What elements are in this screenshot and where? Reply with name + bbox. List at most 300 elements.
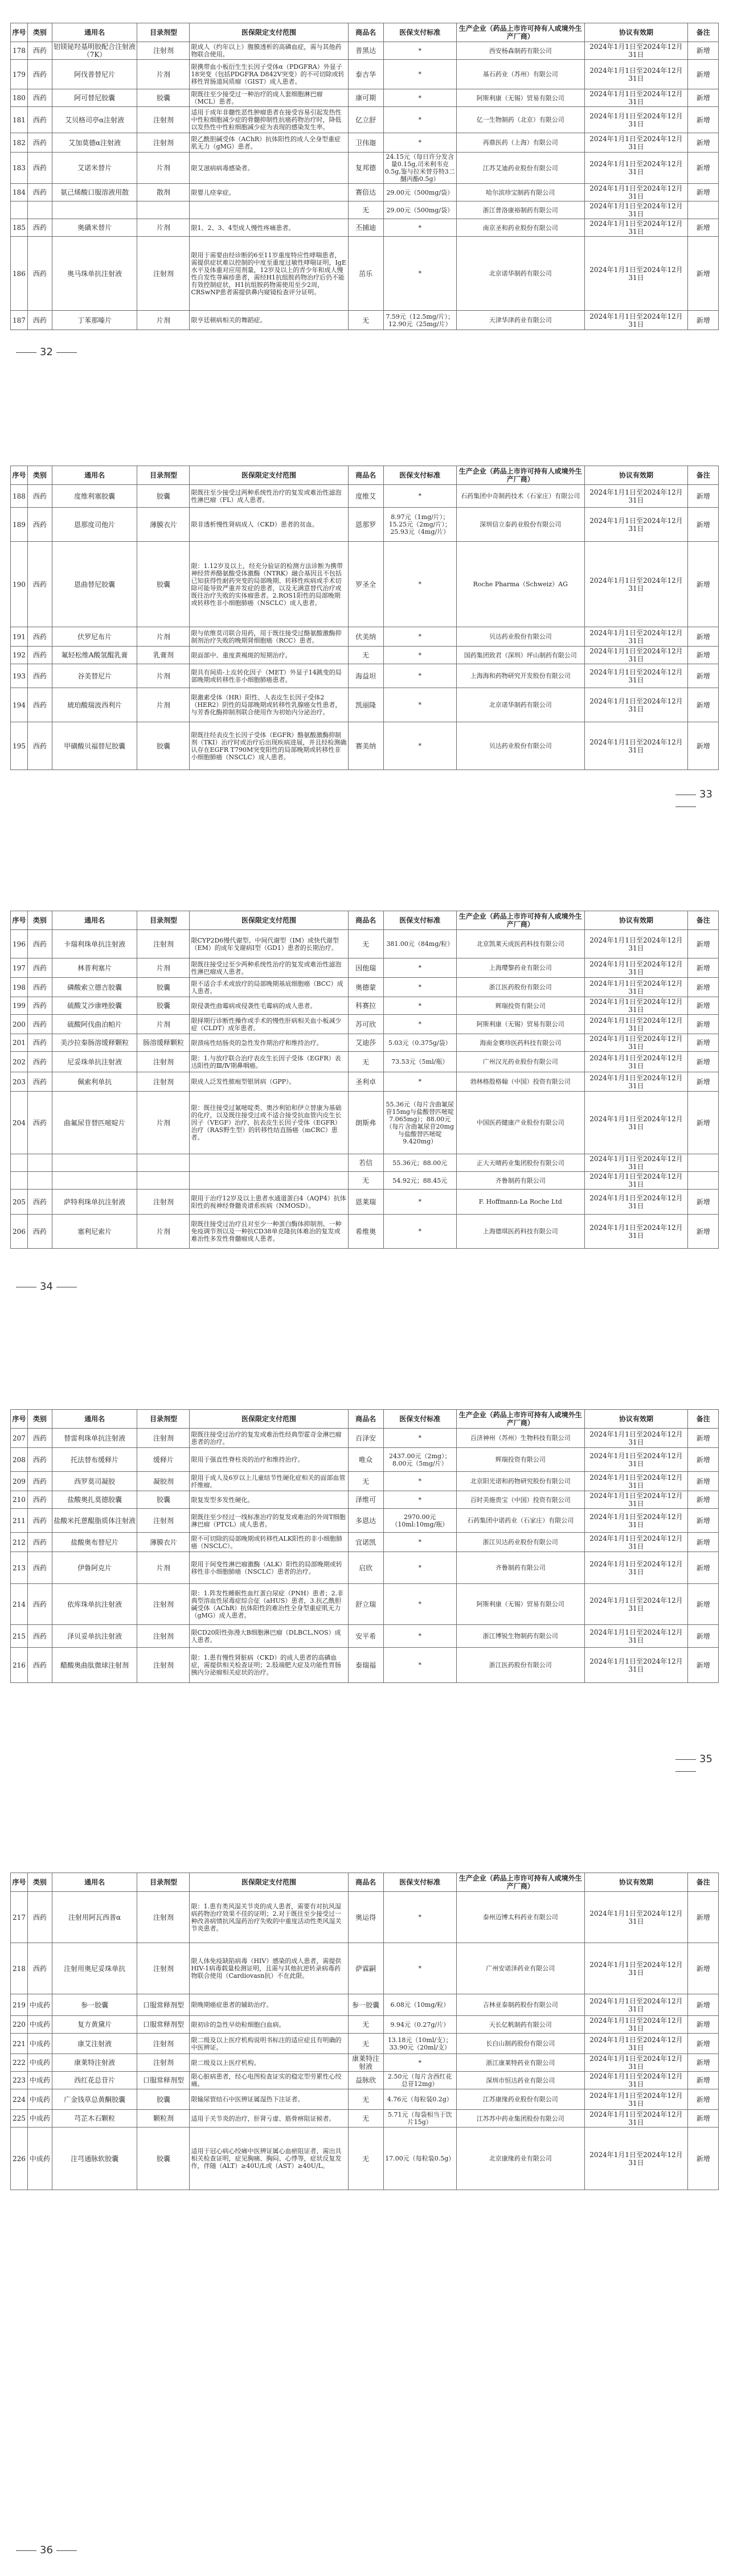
column-header-category: 类别: [27, 911, 52, 930]
manufacturer-cell: 石药集团中奇制药技术（石家庄）有限公司: [456, 485, 584, 508]
brand-name-cell: 萨霖嗣: [348, 1943, 383, 1994]
category-cell: [27, 1154, 52, 1172]
coverage-scope-cell: 限二级及以上医疗机构。: [190, 2054, 348, 2072]
remark-cell: 新增: [688, 1648, 719, 1683]
table-row: [11, 60, 719, 89]
coverage-scope-cell: 限既往接受过治疗的复发或难治性经典型霍奇金淋巴瘤患者的治疗。: [190, 1429, 348, 1448]
generic-name-cell: 佩索利单抗: [52, 1072, 137, 1092]
column-header-remark: 备注: [688, 466, 719, 485]
coverage-scope-cell: 限既往接受过至少两种系统性治疗的复发或难治性滤泡性淋巴瘤成人患者。: [190, 958, 348, 978]
dosage-form-cell: 注射剂: [137, 1190, 190, 1215]
brand-name-cell: 泰吉华: [348, 60, 383, 89]
agreement-term-cell: 2024年1月1日至2024年12月31日: [584, 60, 688, 89]
coverage-scope-cell: 限溃疡性结肠炎的急性发作期治疗和维持治疗。: [190, 1034, 348, 1052]
manufacturer-cell: 再鼎医药（上海）有限公司: [456, 133, 584, 153]
dosage-form-cell: 注射剂: [137, 107, 190, 133]
column-header-generic-name: 通用名: [52, 1410, 137, 1429]
payment-standard-cell: *: [383, 237, 456, 311]
table-row: [11, 1429, 719, 1448]
generic-name-cell: 阿可替尼胶囊: [52, 89, 137, 107]
payment-standard-cell: *: [383, 1429, 456, 1448]
coverage-scope-cell: 限用于成人及6岁以上儿童结节性硬化症相关的面部血管纤维瘤。: [190, 1472, 348, 1491]
category-cell: 西药: [27, 1429, 52, 1448]
dosage-form-cell: 胶囊: [137, 485, 190, 508]
remark-cell: 新增: [688, 1491, 719, 1509]
coverage-scope-cell: [190, 1154, 348, 1172]
category-cell: 中成药: [27, 2016, 52, 2034]
agreement-term-cell: 2024年1月1日至2024年12月31日: [584, 2110, 688, 2128]
row-number-cell: 184: [11, 184, 28, 201]
coverage-scope-cell: 限：1.12岁及以上，经充分验证的检测方法诊断为携带神经营养酪氨酸受体激酶（NTRK）融合基因且不包括已知获得性耐药突变的局部晚期、转移性疾病或手术切除可能导致严重并发症的患者，以及无满意替代治疗或既往治疗失败的实体瘤患者。2.ROS1阳性的局部晚期或转移性非小细胞肺癌（NSCLC）成人患者。: [190, 542, 348, 627]
brand-name-cell: 罗圣全: [348, 542, 383, 627]
payment-standard-cell: 13.18元（10ml/支）；33.90元（20ml/支）: [383, 2034, 456, 2054]
generic-name-cell: 曲氟尿苷替匹嘧啶片: [52, 1092, 137, 1154]
payment-standard-cell: *: [383, 1533, 456, 1552]
brand-name-cell: 复邦德: [348, 153, 383, 184]
page-number: [672, 1753, 729, 1777]
remark-cell: 新增: [688, 1533, 719, 1552]
dosage-form-cell: 注射剂: [137, 1509, 190, 1533]
row-number-cell: 189: [11, 508, 28, 542]
manufacturer-cell: 吉林亚泰制药股份有限公司: [456, 1994, 584, 2016]
table-row: [11, 1472, 719, 1491]
drug-table-page-36: [10, 1873, 719, 2190]
category-cell: 中成药: [27, 2128, 52, 2190]
agreement-term-cell: 2024年1月1日至2024年12月31日: [584, 978, 688, 997]
row-number-cell: 196: [11, 930, 28, 958]
brand-name-cell: 恩莱瑞: [348, 1190, 383, 1215]
dosage-form-cell: 胶囊: [137, 89, 190, 107]
generic-name-cell: 康莱特注射液: [52, 2054, 137, 2072]
category-cell: 西药: [27, 1552, 52, 1584]
row-number-cell: 216: [11, 1648, 28, 1683]
category-cell: 西药: [27, 664, 52, 688]
table-row: [11, 2089, 719, 2110]
manufacturer-cell: 上海璎黎药业有限公司: [456, 958, 584, 978]
category-cell: 西药: [27, 485, 52, 508]
brand-name-cell: 亿立舒: [348, 107, 383, 133]
category-cell: 西药: [27, 1448, 52, 1472]
coverage-scope-cell: 限婴儿痉挛症。: [190, 184, 348, 201]
manufacturer-cell: 辉瑞投资有限公司: [456, 997, 584, 1015]
remark-cell: 新增: [688, 42, 719, 60]
brand-name-cell: 无: [348, 311, 383, 330]
payment-standard-cell: *: [383, 647, 456, 664]
manufacturer-cell: 哈尔滨珍宝制药有限公司: [456, 184, 584, 201]
generic-name-cell: 西罗莫司凝胶: [52, 1472, 137, 1491]
brand-name-cell: 普黑达: [348, 42, 383, 60]
remark-cell: 新增: [688, 60, 719, 89]
generic-name-cell: 尼妥珠单抗注射液: [52, 1052, 137, 1072]
column-header-payment-standard: 医保支付标准: [383, 466, 456, 485]
payment-standard-cell: *: [383, 133, 456, 153]
brand-name-cell: 因他瑞: [348, 958, 383, 978]
manufacturer-cell: 江苏康缘药业股份有限公司: [456, 2089, 584, 2110]
brand-name-cell: 无: [348, 930, 383, 958]
remark-cell: 新增: [688, 1072, 719, 1092]
dosage-form-cell: 片剂: [137, 1552, 190, 1584]
manufacturer-cell: 长白山制药股份有限公司: [456, 2034, 584, 2054]
remark-cell: 新增: [688, 153, 719, 184]
category-cell: 西药: [27, 153, 52, 184]
table-row: [11, 997, 719, 1015]
dosage-form-cell: 片剂: [137, 627, 190, 647]
row-number-cell: 178: [11, 42, 28, 60]
payment-standard-cell: *: [383, 1472, 456, 1491]
generic-name-cell: 氟轻松维A酸氢醌乳膏: [52, 647, 137, 664]
agreement-term-cell: 2024年1月1日至2024年12月31日: [584, 1472, 688, 1491]
table-row: [11, 958, 719, 978]
coverage-scope-cell: 限CYP2D6慢代谢型、中间代谢型（IM）或快代谢型（EM）的成年戈谢病Ⅰ型（GD1）患者的长期治疗。: [190, 930, 348, 958]
generic-name-cell: 奥磺米替片: [52, 219, 137, 237]
brand-name-cell: 度维艾: [348, 485, 383, 508]
payment-standard-cell: *: [383, 1215, 456, 1249]
generic-name-cell: 艾贝格司亭α注射液: [52, 107, 137, 133]
generic-name-cell: 阿伐普替尼片: [52, 60, 137, 89]
dosage-form-cell: [137, 1172, 190, 1190]
generic-name-cell: 甲磺酸贝福替尼胶囊: [52, 722, 137, 770]
remark-cell: [688, 1154, 719, 1172]
remark-cell: 新增: [688, 1092, 719, 1154]
table-row: [11, 1072, 719, 1092]
column-header-row-number: 序号: [11, 911, 28, 930]
table-row: [11, 664, 719, 688]
dosage-form-cell: 注射剂: [137, 1052, 190, 1072]
generic-name-cell: 依库珠单抗注射液: [52, 1584, 137, 1625]
dosage-form-cell: 胶囊: [137, 997, 190, 1015]
remark-cell: 新增: [688, 508, 719, 542]
category-cell: 西药: [27, 1648, 52, 1683]
table-row: [11, 1190, 719, 1215]
table-row: [11, 1491, 719, 1509]
remark-cell: 新增: [688, 184, 719, 201]
drug-table-page-33: [10, 466, 719, 770]
brand-name-cell: 康可期: [348, 89, 383, 107]
column-header-generic-name: 通用名: [52, 911, 137, 930]
manufacturer-cell: 天长亿帆制药有限公司: [456, 2016, 584, 2034]
coverage-scope-cell: 限复发型多发性硬化。: [190, 1491, 348, 1509]
remark-cell: 新增: [688, 1448, 719, 1472]
category-cell: 中成药: [27, 2110, 52, 2128]
row-number-cell: 192: [11, 647, 28, 664]
table-row: [11, 930, 719, 958]
generic-name-cell: 铝镁铋羟基明胶配合注射液（7K）: [52, 42, 137, 60]
page-number-dash: [675, 806, 696, 807]
column-header-manufacturer: 生产企业（药品上市许可持有人或境外生产厂商）: [456, 23, 584, 42]
category-cell: 西药: [27, 688, 52, 722]
generic-name-cell: 盐酸米托蒽醌脂质体注射液: [52, 1509, 137, 1533]
page-number-text: 32: [40, 346, 53, 358]
agreement-term-cell: 2024年1月1日至2024年12月31日: [584, 1943, 688, 1994]
brand-name-cell: 康莱特注射液: [348, 2054, 383, 2072]
payment-standard-cell: 381.00元（84mg/粒）: [383, 930, 456, 958]
coverage-scope-cell: 限1、2、3、4型成人慢性疼痛患者。: [190, 219, 348, 237]
coverage-scope-cell: 限晚期癌症患者的辅助治疗。: [190, 1994, 348, 2016]
drug-table-page-32: [10, 23, 719, 330]
generic-name-cell: 注射用阿瓦西普α: [52, 1892, 137, 1943]
row-number-cell: 193: [11, 664, 28, 688]
table-row: [11, 1052, 719, 1072]
brand-name-cell: 茁乐: [348, 237, 383, 311]
dosage-form-cell: 注射剂: [137, 1892, 190, 1943]
remark-cell: 新增: [688, 311, 719, 330]
payment-standard-cell: *: [383, 542, 456, 627]
brand-name-cell: 启欣: [348, 1552, 383, 1584]
generic-name-cell: 奥马珠单抗注射液: [52, 237, 137, 311]
generic-name-cell: [52, 1172, 137, 1190]
payment-standard-cell: *: [383, 42, 456, 60]
payment-standard-cell: 9.94元（0.27g/片）: [383, 2016, 456, 2034]
manufacturer-cell: 北京诺华制药有限公司: [456, 688, 584, 722]
row-number-cell: 195: [11, 722, 28, 770]
remark-cell: 新增: [688, 219, 719, 237]
payment-standard-cell: 4.76元（每粒装0.2g）: [383, 2089, 456, 2110]
dosage-form-cell: 注射剂: [137, 133, 190, 153]
table-row: [11, 2128, 719, 2190]
payment-standard-cell: *: [383, 1552, 456, 1584]
column-header-coverage-scope: 医保限定支付范围: [190, 911, 348, 930]
row-number-cell: 185: [11, 219, 28, 237]
payment-standard-cell: 5.71元（每袋相当于饮片15g）: [383, 2110, 456, 2128]
remark-cell: 新增: [688, 2072, 719, 2089]
table-row: [11, 2054, 719, 2072]
table-row: [11, 485, 719, 508]
remark-cell: [688, 1172, 719, 1190]
remark-cell: 新增: [688, 1472, 719, 1491]
dosage-form-cell: 注射剂: [137, 237, 190, 311]
coverage-scope-cell: 限乙酰胆碱受体（AChR）抗体阳性的成人全身型重症肌无力（gMG）患者。: [190, 133, 348, 153]
table-row: [11, 133, 719, 153]
category-cell: 西药: [27, 930, 52, 958]
row-number-cell: 205: [11, 1190, 28, 1215]
payment-standard-cell: 29.00元（500mg/袋）: [383, 184, 456, 201]
row-number-cell: 198: [11, 978, 28, 997]
category-cell: 西药: [27, 978, 52, 997]
row-number-cell: 212: [11, 1533, 28, 1552]
coverage-scope-cell: 适用于成年非髓性恶性肿瘤患者在接受容易引起发热性中性粒细胞减少症的骨髓抑制性抗癌药物治疗时，降低以发热性中性粒细胞减少症为表现的感染发生率。: [190, 107, 348, 133]
table-row: [11, 184, 719, 201]
row-number-cell: 197: [11, 958, 28, 978]
category-cell: 西药: [27, 42, 52, 60]
coverage-scope-cell: 限人体免疫缺陷病毒（HIV）感染的成人患者，需提供HIV-1病毒载量检测证明，且需与其他抗逆转录病毒药物联合使用（Cardiovasn抗）不在此限。: [190, 1943, 348, 1994]
payment-standard-cell: 7.59元（12.5mg/片）；12.90元（25mg/片）: [383, 311, 456, 330]
generic-name-cell: 谷美替尼片: [52, 664, 137, 688]
category-cell: 西药: [27, 1943, 52, 1994]
table-row: [11, 1994, 719, 2016]
agreement-term-cell: 2024年1月1日至2024年12月31日: [584, 1092, 688, 1154]
page-number-dash: [16, 2550, 36, 2551]
agreement-term-cell: 2024年1月1日至2024年12月31日: [584, 201, 688, 219]
dosage-form-cell: 注射剂: [137, 1584, 190, 1625]
brand-name-cell: 苏可欣: [348, 1015, 383, 1034]
dosage-form-cell: 注射剂: [137, 1648, 190, 1683]
manufacturer-cell: 贝达药业股份有限公司: [456, 627, 584, 647]
row-number-cell: 217: [11, 1892, 28, 1943]
table-row: [11, 647, 719, 664]
generic-name-cell: 美沙拉秦肠溶缓释颗粒: [52, 1034, 137, 1052]
coverage-scope-cell: 限与依维莫司联合用药，用于既往接受过酪氨酸激酶抑制剂治疗失败的晚期肾细胞癌（RCC）患者。: [190, 627, 348, 647]
manufacturer-cell: 勃林格殷格翰（中国）投资有限公司: [456, 1072, 584, 1092]
column-header-coverage-scope: 医保限定支付范围: [190, 1873, 348, 1892]
coverage-scope-cell: 限既往至少经过一线标准治疗的复发或难治的外周T细胞淋巴瘤（PTCL）成人患者。: [190, 1509, 348, 1533]
coverage-scope-cell: 适用于关节炎的治疗，肝肾亏虚、筋骨痹阻证候者。: [190, 2110, 348, 2128]
remark-cell: 新增: [688, 997, 719, 1015]
manufacturer-cell: 深圳市恒达药业有限公司: [456, 2072, 584, 2089]
agreement-term-cell: 2024年1月1日至2024年12月31日: [584, 542, 688, 627]
page-number: [13, 1281, 80, 1293]
manufacturer-cell: 南京圣和药业股份有限公司: [456, 219, 584, 237]
generic-name-cell: 磷酸索立德吉胶囊: [52, 978, 137, 997]
manufacturer-cell: 浙江普洛康裕制药有限公司: [456, 201, 584, 219]
column-header-dosage-form: 目录剂型: [137, 911, 190, 930]
dosage-form-cell: 乳膏剂: [137, 647, 190, 664]
agreement-term-cell: 2024年1月1日至2024年12月31日: [584, 1584, 688, 1625]
payment-standard-cell: *: [383, 997, 456, 1015]
payment-standard-cell: *: [383, 1584, 456, 1625]
payment-standard-cell: 2.50元（每片含西红花总苷12mg）: [383, 2072, 456, 2089]
generic-name-cell: 康艾注射液: [52, 2034, 137, 2054]
agreement-term-cell: 2024年1月1日至2024年12月31日: [584, 42, 688, 60]
column-header-row-number: 序号: [11, 1410, 28, 1429]
brand-name-cell: 唯众: [348, 1448, 383, 1472]
row-number-cell: 220: [11, 2016, 28, 2034]
column-header-brand-name: 商品名: [348, 466, 383, 485]
category-cell: 西药: [27, 1052, 52, 1072]
agreement-term-cell: 2024年1月1日至2024年12月31日: [584, 997, 688, 1015]
category-cell: 西药: [27, 1584, 52, 1625]
row-number-cell: 213: [11, 1552, 28, 1584]
brand-name-cell: 安平希: [348, 1625, 383, 1648]
category-cell: 西药: [27, 1190, 52, 1215]
row-number-cell: 207: [11, 1429, 28, 1448]
column-header-dosage-form: 目录剂型: [137, 1873, 190, 1892]
column-header-remark: 备注: [688, 1873, 719, 1892]
remark-cell: 新增: [688, 1994, 719, 2016]
manufacturer-cell: 天津华津药业有限公司: [456, 311, 584, 330]
payment-standard-cell: *: [383, 2054, 456, 2072]
generic-name-cell: 度维利塞胶囊: [52, 485, 137, 508]
coverage-scope-cell: 限初诊的急性早幼粒细胞白血病。: [190, 2016, 348, 2034]
agreement-term-cell: 2024年1月1日至2024年12月31日: [584, 1190, 688, 1215]
generic-name-cell: 盐酸奥扎莫德胶囊: [52, 1491, 137, 1509]
remark-cell: 新增: [688, 958, 719, 978]
page-number-dash: [16, 352, 36, 353]
table-row: [11, 1552, 719, 1584]
category-cell: 西药: [27, 647, 52, 664]
table-row: [11, 1092, 719, 1154]
manufacturer-cell: 石药集团中诺药业（石家庄）有限公司: [456, 1509, 584, 1533]
agreement-term-cell: 2024年1月1日至2024年12月31日: [584, 237, 688, 311]
agreement-term-cell: 2024年1月1日至2024年12月31日: [584, 2054, 688, 2072]
remark-cell: 新增: [688, 107, 719, 133]
manufacturer-cell: 海南金赛珍医药科技有限公司: [456, 1034, 584, 1052]
dosage-form-cell: 片剂: [137, 219, 190, 237]
row-number-cell: 203: [11, 1072, 28, 1092]
payment-standard-cell: 73.53元（5ml/瓶）: [383, 1052, 456, 1072]
coverage-scope-cell: 限艾滋病病毒感染者。: [190, 153, 348, 184]
coverage-scope-cell: 限既往接受过治疗且对至少一种蛋白酶体抑制剂、一种免疫调节剂以及一种抗CD38单克隆抗体难治的复发或难治性多发性骨髓瘤成人患者。: [190, 1215, 348, 1249]
generic-name-cell: 林普利塞片: [52, 958, 137, 978]
coverage-scope-cell: 限：1.与放疗联合治疗表皮生长因子受体（EGFR）表达阳性的Ⅲ/Ⅳ期鼻咽癌。: [190, 1052, 348, 1072]
table-row: [11, 1584, 719, 1625]
table-row: [11, 627, 719, 647]
coverage-scope-cell: 限不适合手术或放疗的局部晚期基底细胞癌（BCC）成人患者。: [190, 978, 348, 997]
brand-name-cell: 海益坦: [348, 664, 383, 688]
table-header-row: [11, 1873, 719, 1892]
brand-name-cell: 无: [348, 2128, 383, 2190]
remark-cell: 新增: [688, 1015, 719, 1034]
row-number-cell: 201: [11, 1034, 28, 1052]
column-header-manufacturer: 生产企业（药品上市许可持有人或境外生产厂商）: [456, 1873, 584, 1892]
manufacturer-cell: 浙江医药股份有限公司: [456, 1648, 584, 1683]
manufacturer-cell: F. Hoffmann-La Roche Ltd: [456, 1190, 584, 1215]
dosage-form-cell: 口服常释剂型: [137, 1994, 190, 2016]
column-header-dosage-form: 目录剂型: [137, 1410, 190, 1429]
category-cell: 西药: [27, 1892, 52, 1943]
category-cell: 西药: [27, 89, 52, 107]
agreement-term-cell: 2024年1月1日至2024年12月31日: [584, 153, 688, 184]
coverage-scope-cell: 限既往至少接受过两种系统性治疗的复发或难治性滤泡性淋巴瘤（FL）成人患者。: [190, 485, 348, 508]
dosage-form-cell: 注射剂: [137, 2034, 190, 2054]
remark-cell: 新增: [688, 722, 719, 770]
column-header-dosage-form: 目录剂型: [137, 466, 190, 485]
category-cell: 西药: [27, 1015, 52, 1034]
agreement-term-cell: 2024年1月1日至2024年12月31日: [584, 2128, 688, 2190]
manufacturer-cell: 阿斯利康（无锡）贸易有限公司: [456, 89, 584, 107]
manufacturer-cell: 浙江博锐生物制药有限公司: [456, 1625, 584, 1648]
category-cell: 西药: [27, 1625, 52, 1648]
category-cell: 中成药: [27, 1994, 52, 2016]
dosage-form-cell: 注射剂: [137, 2054, 190, 2072]
category-cell: 西药: [27, 1491, 52, 1509]
row-number-cell: 186: [11, 237, 28, 311]
brand-name-cell: 卫伟迦: [348, 133, 383, 153]
generic-name-cell: 恩那度司他片: [52, 508, 137, 542]
payment-standard-cell: 55.36元；88.00元: [383, 1154, 456, 1172]
coverage-scope-cell: 限二级及以上医疗机构说明书标注的适应症且有明确的中医辨证。: [190, 2034, 348, 2054]
remark-cell: 新增: [688, 1509, 719, 1533]
brand-name-cell: 丕捕迪: [348, 219, 383, 237]
coverage-scope-cell: 限：1.患有慢性肾脏病（CKD）的成人患者的高磷血症，需提供相关检查证明；2.肢端肥大症及功能性胃肠胰内分泌瘤相关症状的治疗。: [190, 1648, 348, 1683]
generic-name-cell: 艾加莫德α注射液: [52, 133, 137, 153]
manufacturer-cell: 上海海和药物研究开发股份有限公司: [456, 664, 584, 688]
column-header-brand-name: 商品名: [348, 911, 383, 930]
page-number: [13, 346, 80, 358]
row-number-cell: 199: [11, 997, 28, 1015]
brand-name-cell: 泰瑞福: [348, 1648, 383, 1683]
agreement-term-cell: 2024年1月1日至2024年12月31日: [584, 1448, 688, 1472]
coverage-scope-cell: 限用于强直性脊柱炎的治疗和维持治疗。: [190, 1448, 348, 1472]
remark-cell: 新增: [688, 542, 719, 627]
table-row: [11, 1625, 719, 1648]
brand-name-cell: 无: [348, 1052, 383, 1072]
manufacturer-cell: 北京康缘药业有限公司: [456, 2128, 584, 2190]
remark-cell: 新增: [688, 930, 719, 958]
manufacturer-cell: 北京阳光诺和药物研究股份有限公司: [456, 1472, 584, 1491]
agreement-term-cell: 2024年1月1日至2024年12月31日: [584, 508, 688, 542]
row-number-cell: 191: [11, 627, 28, 647]
category-cell: 西药: [27, 1092, 52, 1154]
generic-name-cell: 复方黄黛片: [52, 2016, 137, 2034]
dosage-form-cell: 片剂: [137, 60, 190, 89]
coverage-scope-cell: 限携带血小板衍生生长因子受体α（PDGFRA）外显子18突变（包括PDGFRA D842V突变）的不可切除或转移性胃肠道间质瘤（GIST）成人患者。: [190, 60, 348, 89]
brand-name-cell: 参一胶囊: [348, 1994, 383, 2016]
table-row: [11, 89, 719, 107]
agreement-term-cell: 2024年1月1日至2024年12月31日: [584, 1552, 688, 1584]
table-row: [11, 1533, 719, 1552]
category-cell: 西药: [27, 1472, 52, 1491]
dosage-form-cell: 胶囊: [137, 722, 190, 770]
